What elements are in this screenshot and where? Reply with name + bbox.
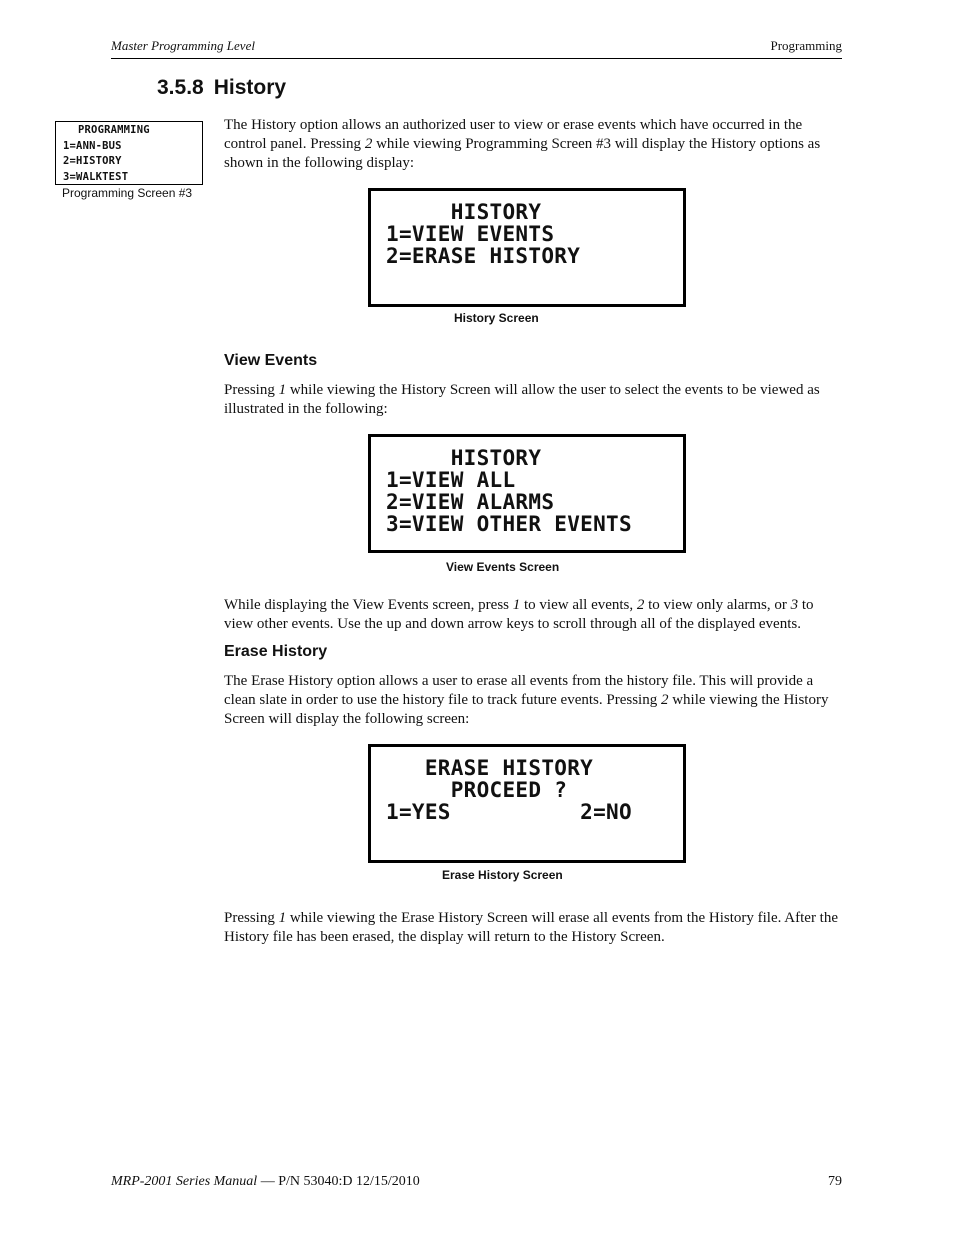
erase-history-heading: Erase History — [224, 643, 328, 660]
lcd-line: 3=WALKTEST — [63, 170, 129, 183]
lcd-line: ERASE HISTORY — [386, 756, 594, 780]
section-title-text: History — [213, 76, 287, 99]
lcd-line: 2=VIEW ALARMS — [386, 490, 555, 514]
view-events-heading: View Events — [224, 352, 318, 369]
running-header-right: Programming — [770, 38, 842, 53]
lcd-line: 1=ANN-BUS — [63, 139, 122, 152]
running-header-left: Master Programming Level — [111, 38, 255, 53]
view-events-caption: View Events Screen — [446, 560, 560, 574]
history-screen-display — [368, 188, 686, 307]
view-events-instructions: While displaying the View Events screen, press 1 to view all events, 2 to view only alarms, or 3 to view other events. Use the up and down arrow keys to scroll through all of the displayed events. — [224, 597, 814, 632]
programming-screen-3-display — [55, 121, 203, 185]
lcd-line: 1=YES 2=NO — [386, 800, 632, 824]
erase-history-paragraph: The Erase History option allows a user to erase all events from the history file. This will provide a clean slate in order to use the history file to track future events. Pressing 2 while viewing the History Screen will display the following screen: — [224, 673, 829, 727]
section-title — [157, 76, 286, 100]
footer-manual: MRP-2001 Series Manual — P/N 53040:D 12/15/2010 — [111, 1174, 420, 1189]
lcd-line: HISTORY — [386, 446, 542, 470]
erase-history-caption: Erase History Screen — [442, 868, 563, 882]
lcd-line: HISTORY — [386, 200, 542, 224]
history-screen-caption: History Screen — [454, 311, 539, 325]
lcd-line: 2=ERASE HISTORY — [386, 244, 581, 268]
header-rule — [111, 58, 842, 59]
page-number: 79 — [828, 1174, 842, 1189]
lcd-line: 2=HISTORY — [63, 155, 122, 167]
erase-history-screen-display — [368, 744, 686, 863]
programming-screen-caption: Programming Screen #3 — [62, 186, 193, 200]
lcd-line: PROGRAMMING — [78, 124, 150, 136]
section-number: 3.5.8 — [157, 76, 204, 99]
view-events-screen-display — [368, 434, 686, 553]
lcd-line: 3=VIEW OTHER EVENTS — [386, 512, 632, 536]
lcd-line: PROCEED ? — [386, 778, 568, 802]
intro-paragraph: The History option allows an authorized user to view or erase events which have occurred in the control panel. Pressing 2 while viewing Programming Screen #3 will display the History options as shown in the following display: — [224, 117, 821, 171]
lcd-line: 1=VIEW ALL — [386, 468, 516, 492]
view-events-paragraph: Pressing 1 while viewing the History Screen will allow the user to select the events to be viewed as illustrated in the following: — [224, 382, 820, 417]
erase-history-result-paragraph: Pressing 1 while viewing the Erase History Screen will erase all events from the History file. After the History file has been erased, the display will return to the History Screen. — [224, 910, 839, 945]
lcd-line: 1=VIEW EVENTS — [386, 222, 555, 246]
